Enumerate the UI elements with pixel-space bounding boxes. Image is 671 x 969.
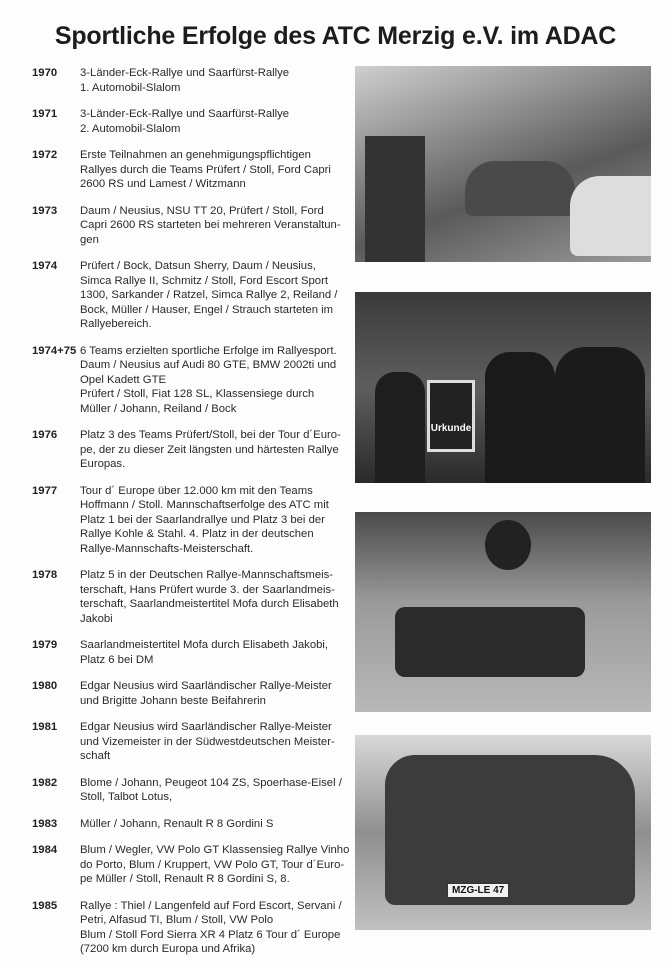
- entry-line: Blum / Stoll Ford Sierra XR 4 Platz 6 Tour d´ Europe: [80, 928, 341, 941]
- entry-line: Saarlandmeistertitel Mofa durch Elisabeth Jakobi,: [80, 639, 329, 651]
- photo-nsu-car: [355, 735, 651, 930]
- entry-line: Rallyes durch die Teams Prüfert / Stoll, Ford Capri: [80, 163, 331, 176]
- photo-go-kart: [355, 512, 651, 712]
- entry-text: [80, 899, 342, 957]
- entry-line: pe Müller / Stoll, Renault R 8 Gordini S, 8.: [80, 873, 290, 885]
- list-item: [32, 776, 352, 805]
- entry-line: Blum / Wegler, VW Polo GT Klassensieg Rallye Vinho: [80, 844, 350, 856]
- entry-text: [80, 817, 273, 832]
- entry-line: Müller / Johann, Reiland / Bock: [80, 402, 237, 415]
- entry-year: 1982: [32, 776, 58, 789]
- entry-line: Rallyebereich.: [80, 318, 152, 330]
- entry-line: Müller / Johann, Renault R 8 Gordini S: [80, 817, 274, 830]
- license-plate: MZG-LE 47: [447, 883, 509, 898]
- entry-text: [80, 638, 328, 667]
- entry-line: Platz 3 des Teams Prüfert/Stoll, bei der Tour d´Euro-: [80, 429, 341, 441]
- entry-line: 1300, Sarkander / Ratzel, Simca Rallye 2, Reiland /: [80, 289, 338, 301]
- entry-line: 6 Teams erzielten sportliche Erfolge im Rallyesport.: [80, 344, 337, 357]
- entry-line: Edgar Neusius wird Saarländischer Rallye-Meister: [80, 680, 332, 692]
- entry-text: [80, 843, 349, 887]
- list-item: [32, 568, 352, 626]
- entry-year: 1972: [32, 149, 58, 161]
- entry-line: Erste Teilnahmen an genehmigungspflichtigen: [80, 149, 311, 161]
- entry-year: 1983: [32, 817, 58, 830]
- entry-line: gen: [80, 233, 99, 246]
- kart-shape: [395, 607, 585, 677]
- entry-line: Platz 5 in der Deutschen Rallye-Mannschaftsmeis-: [80, 569, 334, 581]
- entry-line: Edgar Neusius wird Saarländischer Rallye-Meister: [80, 721, 332, 733]
- entry-text: [80, 259, 337, 332]
- list-item: [32, 484, 352, 557]
- entry-text: [80, 568, 339, 626]
- helmet-shape: [485, 520, 531, 570]
- car-body-shape: [385, 755, 635, 905]
- entry-text: [80, 148, 331, 192]
- entry-line: und Brigitte Johann beste Beifahrerin: [80, 694, 266, 707]
- entry-year: 1977: [32, 484, 58, 497]
- entry-line: Rallye-Mannschafts-Meisterschaft.: [80, 542, 254, 555]
- person-shape: [555, 347, 645, 483]
- entry-year: 1973: [32, 204, 58, 217]
- rally-car-shape: [465, 161, 575, 216]
- list-item: [32, 638, 352, 667]
- entry-line: terschaft, Saarlandmeistertitel Mofa durch Elisabeth: [80, 598, 339, 610]
- entry-text: [80, 428, 341, 472]
- list-item: [32, 107, 352, 136]
- entry-text: [80, 484, 329, 557]
- entry-year: 1978: [32, 569, 58, 581]
- entry-line: Daum / Neusius, NSU TT 20, Prüfert / Stoll, Ford: [80, 204, 324, 217]
- entry-line: Daum / Neusius auf Audi 80 GTE, BMW 2002ti und: [80, 359, 337, 371]
- entry-year: 1979: [32, 639, 58, 651]
- entry-line: Bock, Müller / Hauser, Engel / Strauch starteten im: [80, 303, 334, 316]
- entry-year: 1984: [32, 844, 58, 856]
- entry-text: [80, 204, 341, 248]
- entry-line: Simca Rallye II, Schmitz / Stoll, Ford Escort Sport: [80, 274, 328, 287]
- list-item: [32, 344, 352, 417]
- photo-award-ceremony: [355, 292, 651, 483]
- entry-text: [80, 720, 335, 764]
- list-item: [32, 899, 352, 957]
- person-shape: [485, 352, 555, 483]
- entry-line: Prüfert / Stoll, Fiat 128 SL, Klassensiege durch: [80, 388, 315, 400]
- entry-text: [80, 776, 342, 805]
- list-item: [32, 720, 352, 764]
- person-shape: [375, 372, 425, 483]
- entry-year: 1974: [32, 260, 58, 272]
- entry-year: 1971: [32, 108, 58, 120]
- entry-line: Platz 1 bei der Saarlandrallye und Platz 3 bei der: [80, 513, 325, 526]
- entry-line: 3-Länder-Eck-Rallye und Saarfürst-Rallye: [80, 67, 290, 79]
- entry-line: Rallye : Thiel / Langenfeld auf Ford Escort, Servani /: [80, 899, 342, 912]
- list-item: [32, 204, 352, 248]
- entry-line: 3-Länder-Eck-Rallye und Saarfürst-Rallye: [80, 108, 290, 120]
- entry-line: pe, der zu dieser Zeit längsten und härtesten Rallye: [80, 443, 339, 456]
- entry-year: 1985: [32, 899, 58, 912]
- entry-line: Capri 2600 RS starteten bei mehreren Veranstaltun-: [80, 219, 341, 231]
- entry-year: 1976: [32, 429, 58, 441]
- entry-line: Hoffmann / Stoll. Mannschaftserfolge des ATC mit: [80, 499, 329, 511]
- entry-line: Jakobi: [80, 612, 113, 625]
- entry-year: 1980: [32, 680, 58, 692]
- entry-line: Blome / Johann, Peugeot 104 ZS, Spoerhase-Eisel /: [80, 776, 342, 789]
- entry-text: [80, 344, 337, 417]
- list-item: [32, 259, 352, 332]
- entry-year: 1974+75: [32, 344, 77, 357]
- entry-line: Tour d´ Europe über 12.000 km mit den Teams: [80, 484, 313, 497]
- entry-text: [80, 679, 332, 708]
- entry-line: do Porto, Blum / Kruppert, VW Polo GT, Tour d´Euro-: [80, 858, 345, 871]
- entry-line: und Vizemeister in der Südwestdeutschen Meister-: [80, 735, 335, 748]
- list-item: [32, 66, 352, 95]
- list-item: [32, 679, 352, 708]
- entry-line: Platz 6 bei DM: [80, 653, 154, 666]
- entry-line: Petri, Alfasud TI, Blum / Stoll, VW Polo: [80, 914, 274, 926]
- entry-line: Europas.: [80, 458, 126, 470]
- list-item: [32, 817, 352, 832]
- rally-car-shape: [570, 176, 651, 256]
- list-item: [32, 148, 352, 192]
- entry-line: Opel Kadett GTE: [80, 373, 167, 386]
- entry-year: 1981: [32, 721, 58, 733]
- entry-line: (7200 km durch Europa und Afrika): [80, 943, 256, 955]
- entry-text: [80, 66, 289, 95]
- photo-rally-cars-start: [355, 66, 651, 262]
- certificate: Urkunde: [427, 380, 475, 452]
- entry-year: 1970: [32, 67, 58, 79]
- spectators-shape: [365, 136, 425, 262]
- entry-line: terschaft, Hans Prüfert wurde 3. der Saarlandmeis-: [80, 583, 335, 596]
- entry-line: 1. Automobil-Slalom: [80, 81, 181, 94]
- entry-line: Stoll, Talbot Lotus,: [80, 791, 173, 803]
- list-item: [32, 843, 352, 887]
- entry-line: Prüfert / Bock, Datsun Sherry, Daum / Neusius,: [80, 260, 316, 272]
- entry-line: Rallye Kohle & Stahl. 4. Platz in der deutschen: [80, 528, 314, 540]
- entry-line: 2600 RS und Lamest / Witzmann: [80, 178, 246, 190]
- entry-line: 2. Automobil-Slalom: [80, 122, 181, 135]
- list-item: [32, 428, 352, 472]
- achievements-list: [32, 66, 352, 969]
- page-title: Sportliche Erfolge des ATC Merzig e.V. im ADAC: [54, 22, 617, 50]
- entry-text: [80, 107, 289, 136]
- entry-line: schaft: [80, 750, 111, 762]
